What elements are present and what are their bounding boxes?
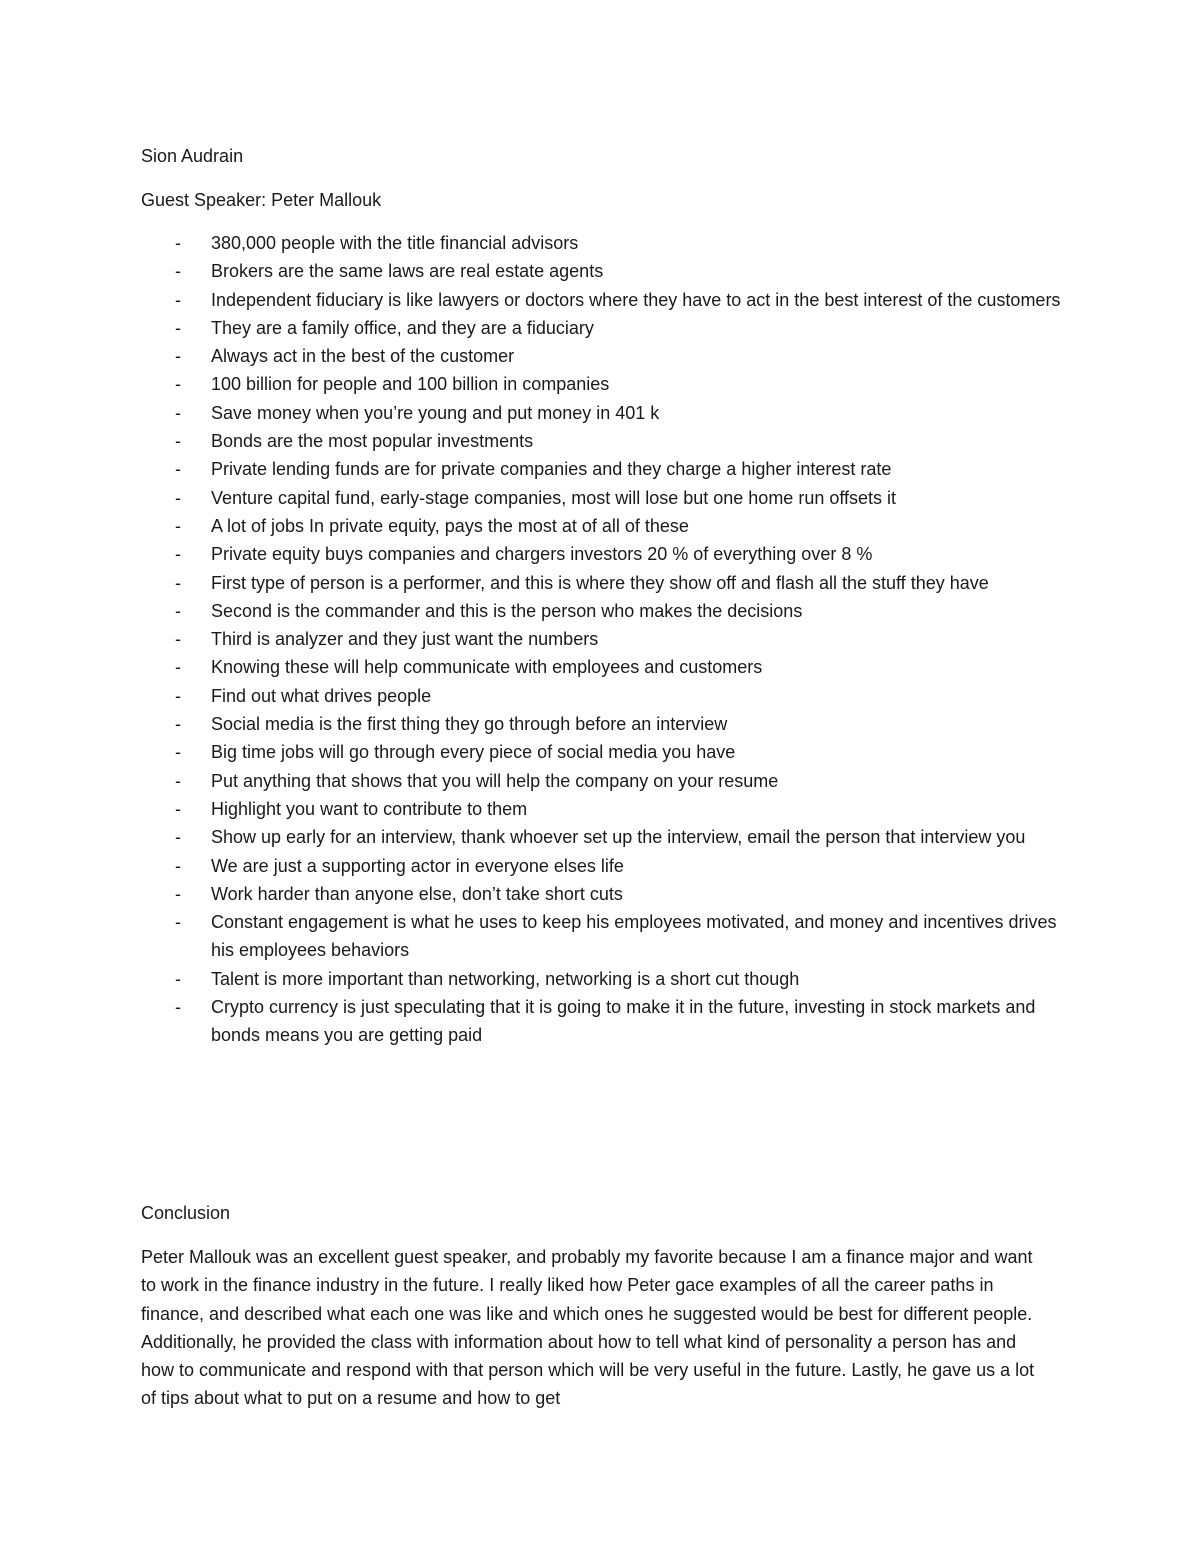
- author-name: Sion Audrain: [141, 146, 244, 166]
- note-item: - Brokers are the same laws are real estate agents: [171, 257, 1071, 285]
- note-item: - Constant engagement is what he uses to keep his employees motivated, and money and incentives drives his employees behaviors: [171, 908, 1071, 965]
- note-item: - Talent is more important than networking, networking is a short cut though: [171, 965, 1071, 993]
- note-item: - Bonds are the most popular investments: [171, 427, 1071, 455]
- note-item: - Private equity buys companies and chargers investors 20 % of everything over 8 %: [171, 540, 1071, 568]
- note-item: - First type of person is a performer, and this is where they show off and flash all the stuff they have: [171, 569, 1071, 597]
- note-item: - They are a family office, and they are a fiduciary: [171, 314, 1071, 342]
- note-item: - Knowing these will help communicate with employees and customers: [171, 653, 1071, 681]
- note-item: - Work harder than anyone else, don’t take short cuts: [171, 880, 1071, 908]
- note-item: - We are just a supporting actor in everyone elses life: [171, 852, 1071, 880]
- note-item: - Save money when you’re young and put money in 401 k: [171, 399, 1071, 427]
- note-item: - Put anything that shows that you will help the company on your resume: [171, 767, 1071, 795]
- note-item: - Social media is the first thing they go through before an interview: [171, 710, 1071, 738]
- note-item: - Private lending funds are for private companies and they charge a higher interest rate: [171, 455, 1071, 483]
- note-item: - Crypto currency is just speculating that it is going to make it in the future, investing in stock markets and bonds means you are getting paid: [171, 993, 1071, 1050]
- note-item: - Big time jobs will go through every piece of social media you have: [171, 738, 1071, 766]
- note-item: - Independent fiduciary is like lawyers or doctors where they have to act in the best interest of the customers: [171, 286, 1071, 314]
- note-item: - Always act in the best of the customer: [171, 342, 1071, 370]
- note-item: - A lot of jobs In private equity, pays the most at of all of these: [171, 512, 1071, 540]
- note-item: - Second is the commander and this is the person who makes the decisions: [171, 597, 1071, 625]
- note-item: - Highlight you want to contribute to them: [171, 795, 1071, 823]
- note-item: - Find out what drives people: [171, 682, 1071, 710]
- guest-speaker-line: Guest Speaker: Peter Mallouk: [141, 190, 382, 210]
- note-item: - 100 billion for people and 100 billion in companies: [171, 370, 1071, 398]
- note-item: - 380,000 people with the title financial advisors: [171, 229, 1071, 257]
- notes-list: [171, 229, 1071, 1050]
- note-item: - Show up early for an interview, thank whoever set up the interview, email the person that interview you: [171, 823, 1071, 851]
- note-item: - Venture capital fund, early-stage companies, most will lose but one home run offsets it: [171, 484, 1071, 512]
- conclusion-heading: Conclusion: [141, 1203, 231, 1223]
- conclusion-paragraph: Peter Mallouk was an excellent guest speaker, and probably my favorite because I am a finance major and want to work in the finance industry in the future. I really liked how Peter gace examples of all the career paths in finance, and described what each one was like and which ones he suggested would be best for different people. Additionally, he provided the class with information about how to tell what kind of personality a person has and how to communicate and respond with that person which will be very useful in the future. Lastly, he gave us a lot of tips about what to put on a resume and how to get: [141, 1247, 1035, 1409]
- note-item: - Third is analyzer and they just want the numbers: [171, 625, 1071, 653]
